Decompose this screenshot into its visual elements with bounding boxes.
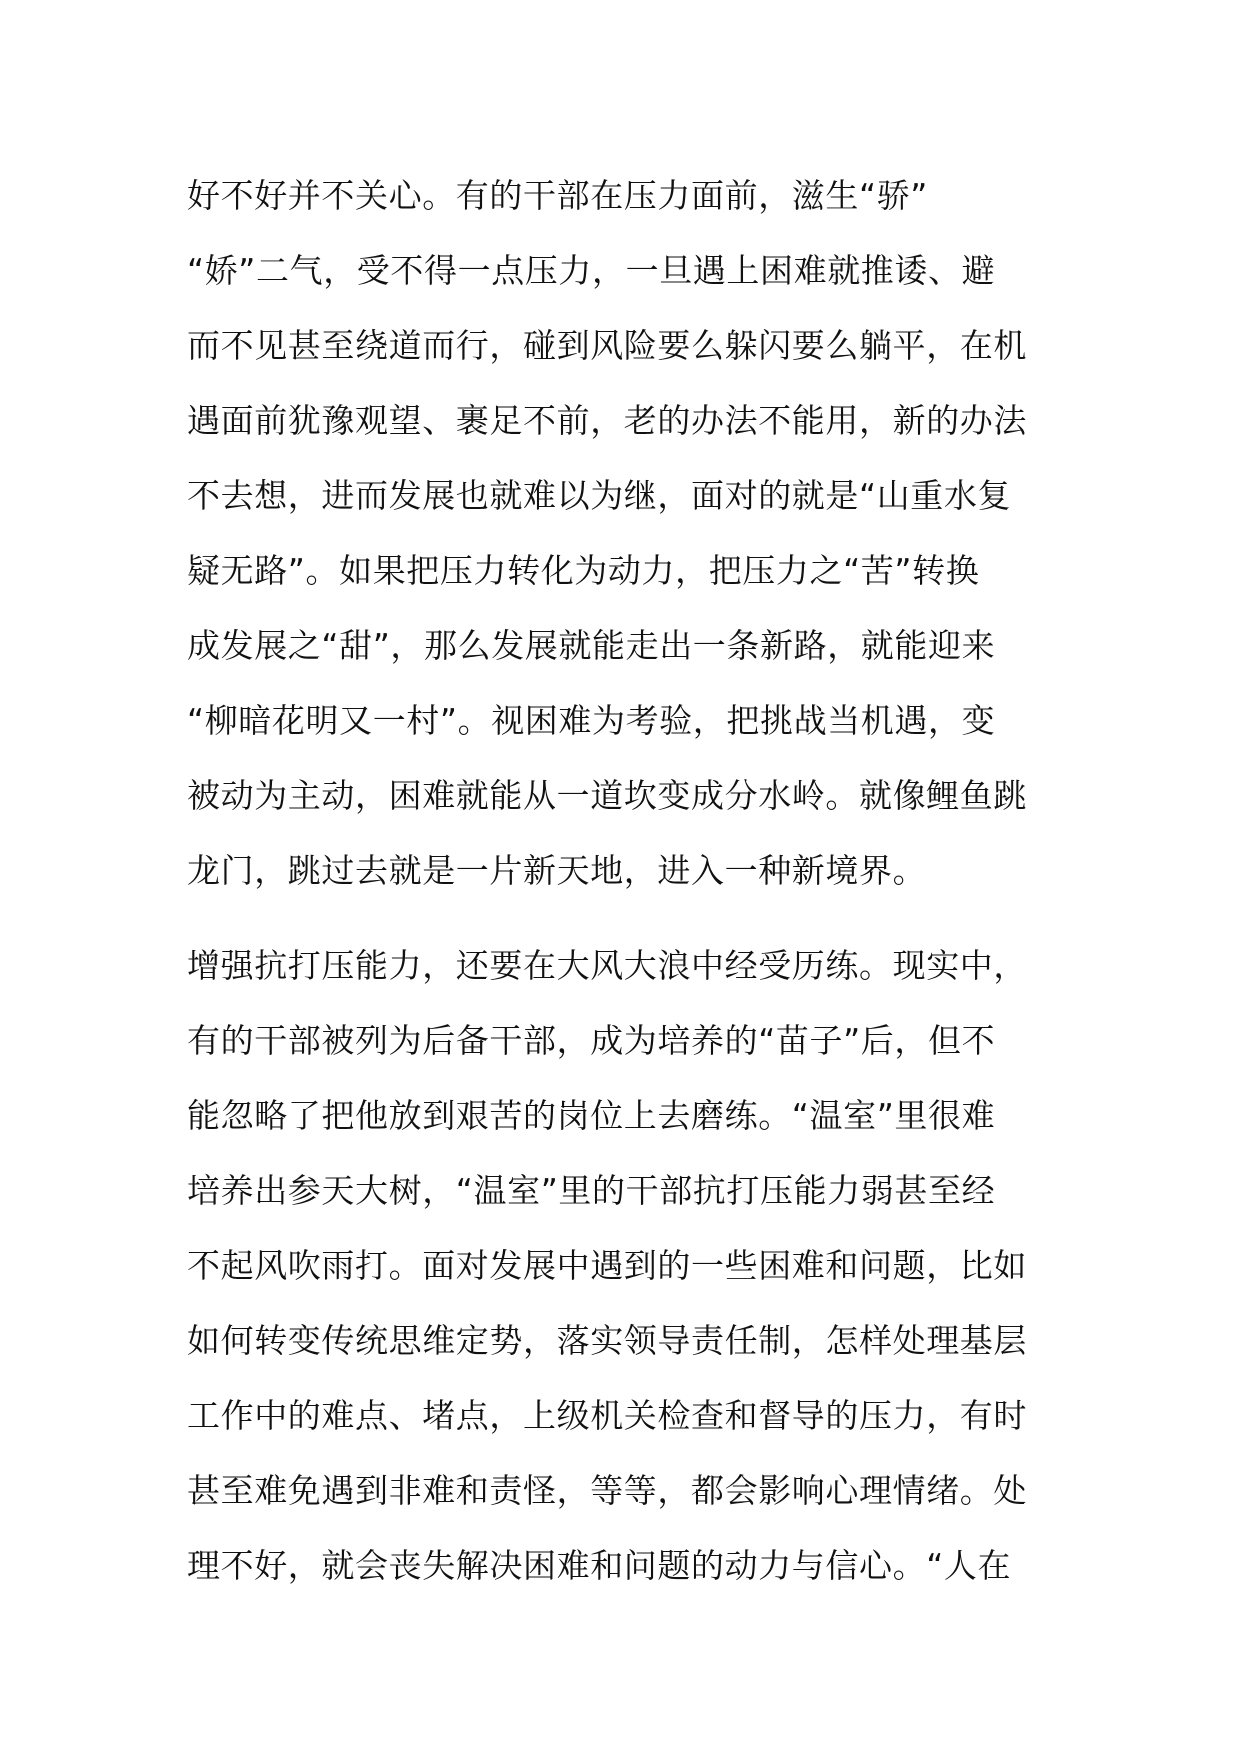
text-line: 甚至难免遇到非难和责怪，等等，都会影响心理情绪。处 (187, 1471, 1027, 1510)
text-line: 培养出参天大树，“温室”里的干部抗打压能力弱甚至经 (187, 1171, 996, 1210)
text-line: 如何转变传统思维定势，落实领导责任制，怎样处理基层 (187, 1321, 1027, 1360)
text-line: 不起风吹雨打。面对发展中遇到的一些困难和问题，比如 (187, 1246, 1027, 1285)
text-line: “娇”二气，受不得一点压力，一旦遇上困难就推诿、避 (187, 251, 996, 290)
text-line: 被动为主动，困难就能从一道坎变成分水岭。就像鲤鱼跳 (187, 776, 1027, 815)
paragraph-2 (187, 928, 1057, 1603)
text-line: 工作中的难点、堵点，上级机关检查和督导的压力，有时 (187, 1396, 1027, 1435)
text-line: 而不见甚至绕道而行，碰到风险要么躲闪要么躺平，在机 (187, 326, 1027, 365)
text-line: 增强抗打压能力，还要在大风大浪中经受历练。现实中， (187, 946, 1027, 985)
text-line: 理不好，就会丧失解决困难和问题的动力与信心。“人在 (187, 1546, 1012, 1585)
text-line: 成发展之“甜”，那么发展就能走出一条新路，就能迎来 (187, 626, 996, 665)
text-line: 好不好并不关心。有的干部在压力面前，滋生“骄” (187, 176, 928, 215)
text-line: “柳暗花明又一村”。视困难为考验，把挑战当机遇，变 (187, 701, 996, 740)
text-line: 疑无路”。如果把压力转化为动力，把压力之“苦”转换 (187, 551, 980, 590)
text-line: 龙门，跳过去就是一片新天地，进入一种新境界。 (187, 851, 927, 890)
text-line: 有的干部被列为后备干部，成为培养的“苗子”后，但不 (187, 1021, 996, 1060)
text-line: 能忽略了把他放到艰苦的岗位上去磨练。“温室”里很难 (187, 1096, 996, 1135)
text-line: 遇面前犹豫观望、裹足不前，老的办法不能用，新的办法 (187, 401, 1027, 440)
text-line: 不去想，进而发展也就难以为继，面对的就是“山重水复 (187, 476, 1012, 515)
paragraph-1 (187, 158, 1057, 908)
